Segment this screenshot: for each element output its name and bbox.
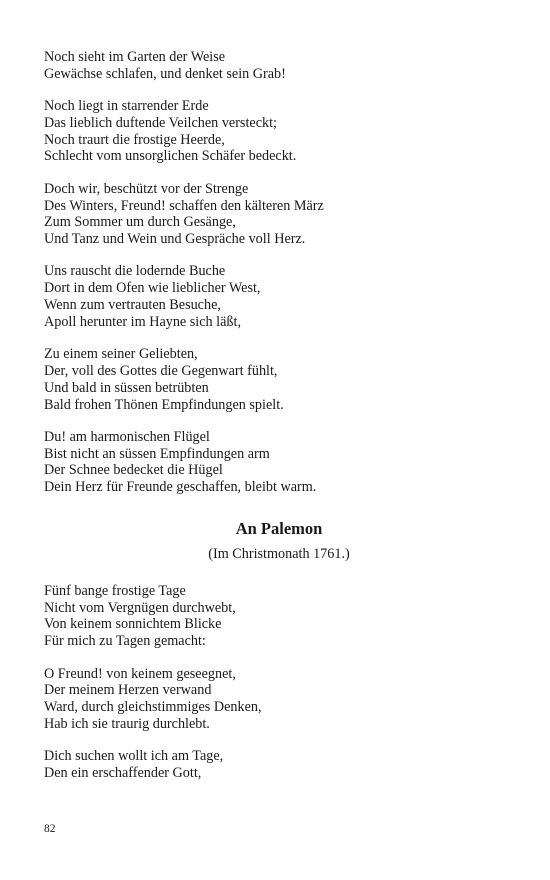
poem-subtitle: (Im Christmonath 1761.)	[208, 546, 350, 563]
stanza	[44, 346, 514, 413]
verse-line: Des Winters, Freund! schaffen den kälteren März	[44, 197, 324, 214]
verse-line: Den ein erschaffender Gott,	[44, 765, 202, 781]
verse-line: Wenn zum vertrauten Besuche,	[44, 297, 221, 314]
verse-line: Hab ich sie traurig durchlebt.	[44, 715, 210, 732]
verse-line: Bald frohen Thönen Empfindungen spielt.	[44, 396, 284, 413]
verse-line: Das lieblich duftende Veilchen versteckt;	[44, 114, 277, 131]
verse-line: Apoll herunter im Hayne sich läßt,	[44, 313, 241, 330]
page-number: 82	[44, 823, 56, 835]
verse-line: Zum Sommer um durch Gesänge,	[44, 214, 236, 231]
verse-line: Ward, durch gleichstimmiges Denken,	[44, 699, 262, 716]
page-body	[44, 49, 514, 797]
stanza	[44, 181, 514, 248]
verse-line: Dein Herz für Freunde geschaffen, bleibt warm.	[44, 479, 317, 496]
verse-line: Und Tanz und Wein und Gespräche voll Herz.	[44, 231, 306, 248]
verse-line: Dort in dem Ofen wie lieblicher West,	[44, 280, 261, 297]
verse-line: Der Schnee bedecket die Hügel	[44, 462, 223, 479]
verse-line: Uns rauscht die lodernde Buche	[44, 263, 226, 280]
verse-line: Gewächse schlafen, und denket sein Grab!	[44, 65, 286, 82]
stanza	[44, 583, 514, 650]
poem-an-palemon	[44, 583, 514, 782]
stanza	[44, 263, 514, 330]
verse-line: Für mich zu Tagen gemacht:	[44, 633, 206, 650]
poem-continuation	[44, 49, 514, 496]
verse-line: Von keinem sonnichtem Blicke	[44, 616, 222, 633]
verse-line: O Freund! von keinem geseegnet,	[44, 665, 236, 682]
verse-line: Der, voll des Gottes die Gegenwart fühlt,	[44, 362, 278, 379]
verse-line: Dich suchen wollt ich am Tage,	[44, 748, 224, 765]
verse-line: Doch wir, beschützt vor der Strenge	[44, 180, 249, 197]
verse-line: Noch liegt in starrender Erde	[44, 98, 209, 115]
verse-line: Bist nicht an süssen Empfindungen arm	[44, 445, 270, 462]
stanza	[44, 666, 514, 733]
verse-line: Der meinem Herzen verwand	[44, 682, 212, 699]
stanza	[44, 98, 514, 165]
verse-line: Zu einem seiner Geliebten,	[44, 346, 198, 363]
verse-line: Nicht vom Vergnügen durchwebt,	[44, 599, 236, 616]
verse-line: Und bald in süssen betrübten	[44, 379, 209, 396]
verse-line: Du! am harmonischen Flügel	[44, 428, 210, 445]
stanza	[44, 748, 514, 782]
poem-title: An Palemon	[235, 519, 323, 539]
stanza	[44, 49, 514, 83]
verse-line: Noch traurt die frostige Heerde,	[44, 131, 225, 148]
verse-line: Schlecht vom unsorglichen Schäfer bedeckt.	[44, 148, 297, 165]
verse-line: Noch sieht im Garten der Weise	[44, 49, 226, 65]
verse-line: Fünf bange frostige Tage	[44, 582, 186, 599]
stanza	[44, 429, 514, 496]
